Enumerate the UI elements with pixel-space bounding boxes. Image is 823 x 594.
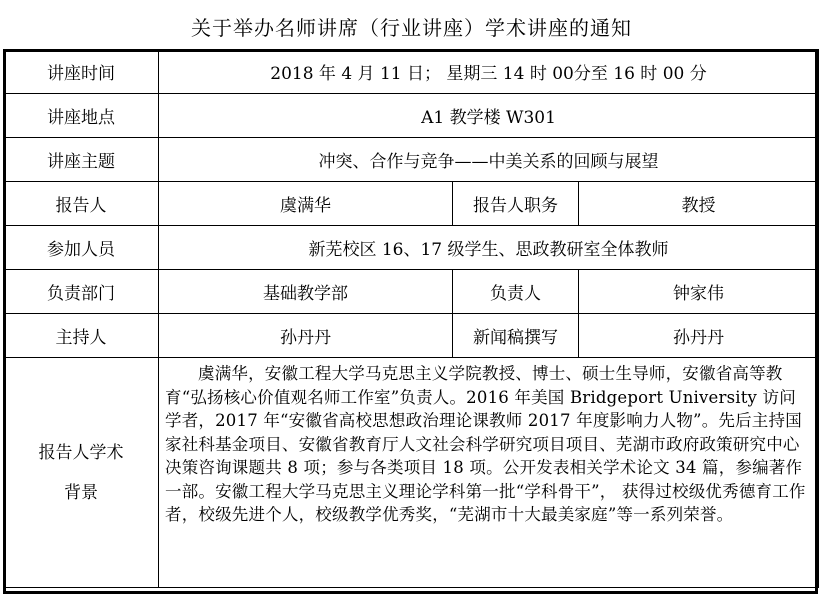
background-text: 虞满华，安徽工程大学马克思主义学院教授、博士、硕士生导师，安徽省高等教育“弘扬核心价值观名师工作室”负责人。2016 年美国 Bridgeport University 访问学者，2017 年“安徽省高校思想政治理论课教师 2017 年度影响力人物”。先后主持国家社科基金项目、安徽省教育厅人文社会科学研究项目项目、芜湖市政府政策研究中心决策咨询课题共 8 项；参与各类项目 18 项。公开发表相关学术论文 34 篇，参编著作一部。安徽工程大学马克思主义理论学科第一批“学科骨干”， 获得过校级优秀德育工作者，校级先进个人，校级教学优秀奖，“芜湖市十大最美家庭”等一系列荣誉。 [159, 358, 819, 588]
venue-value: A1 教学楼 W301 [159, 94, 819, 138]
speaker-label: 报告人 [4, 182, 159, 226]
venue-label: 讲座地点 [4, 94, 159, 138]
time-label: 讲座时间 [4, 50, 159, 94]
host-value: 孙丹丹 [159, 314, 453, 358]
department-label: 负责部门 [4, 270, 159, 314]
host-label: 主持人 [4, 314, 159, 358]
topic-value: 冲突、合作与竞争——中美关系的回顾与展望 [159, 138, 819, 182]
topic-label: 讲座主题 [4, 138, 159, 182]
time-value: 2018 年 4 月 11 日； 星期三 14 时 00分至 16 时 00 分 [159, 50, 819, 94]
notice-title: 关于举办名师讲席（行业讲座）学术讲座的通知 [191, 16, 632, 40]
department-value: 基础教学部 [159, 270, 453, 314]
attendees-value: 新芜校区 16、17 级学生、思政教研室全体教师 [159, 226, 819, 270]
owner-label: 负责人 [453, 270, 579, 314]
writer-value: 孙丹丹 [579, 314, 819, 358]
attendees-label: 参加人员 [4, 226, 159, 270]
background-label-line1: 报告人学术 [38, 442, 124, 463]
speaker-title-label: 报告人职务 [453, 182, 579, 226]
speaker-value: 虞满华 [159, 182, 453, 226]
speaker-title-value: 教授 [579, 182, 819, 226]
owner-value: 钟家伟 [579, 270, 819, 314]
writer-label: 新闻稿撰写 [453, 314, 579, 358]
background-label-line2: 背景 [64, 482, 98, 503]
table-outer-border [3, 49, 818, 594]
